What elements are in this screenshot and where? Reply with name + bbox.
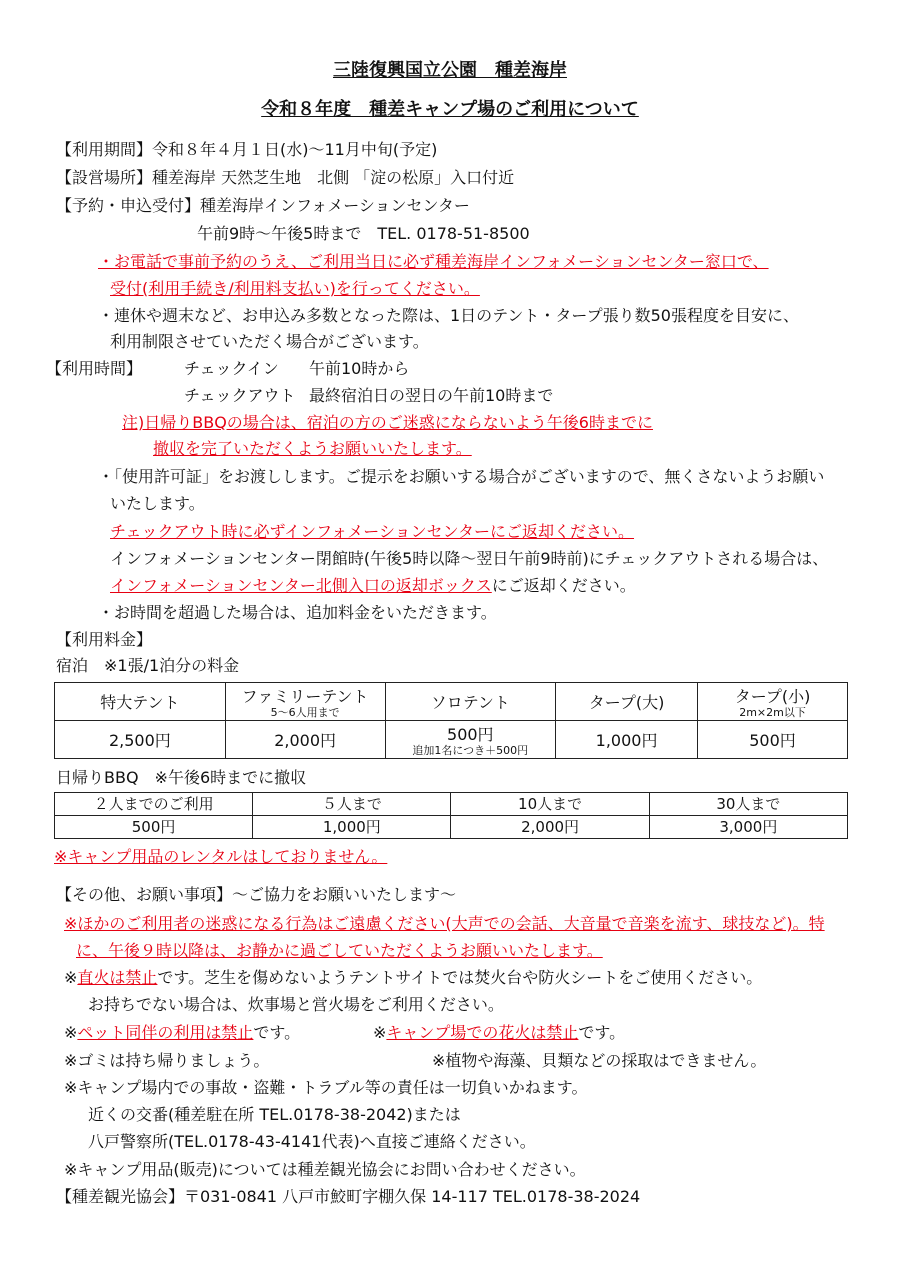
bbq-price-cell: 2,000円 bbox=[451, 816, 649, 839]
permit-line-b: いたします。 bbox=[110, 494, 205, 513]
stay-header-cell: ファミリーテント 5～6人用まで bbox=[225, 683, 385, 721]
police-line-b: 八戸警察所(TEL.0178-43-4141代表)へ直接ご連絡ください。 bbox=[88, 1132, 536, 1151]
permit-line-a: ・「使用許可証」をお渡しします。ご提示をお願いする場合がございますので、無くさないようお願い bbox=[98, 467, 825, 486]
stay-header-cell: タープ(小) 2m×2m以下 bbox=[698, 683, 848, 721]
permit-return: チェックアウト時に必ずインフォメーションセンターにご返却ください。 bbox=[110, 522, 635, 541]
bbq-header-cell: ２人までのご利用 bbox=[55, 793, 253, 816]
stay-header-row bbox=[55, 683, 848, 721]
reserve-hours: 午前9時～午後5時まで TEL. 0178-51-8500 bbox=[197, 224, 530, 243]
other-note-b: に、午後９時以降は、お静かに過ごしていただくようお願いいたします。 bbox=[76, 941, 603, 960]
bbq-price-cell: 500円 bbox=[55, 816, 253, 839]
bbq-price-row bbox=[55, 816, 848, 839]
stay-price-cell: 2,000円 bbox=[225, 721, 385, 759]
bbq-price-cell: 1,000円 bbox=[253, 816, 451, 839]
checkin-value: 午前10時から bbox=[309, 359, 410, 378]
fireworks-prefix: ※ bbox=[373, 1023, 387, 1042]
checkout-value: 最終宿泊日の翌日の午前10時まで bbox=[309, 386, 554, 405]
fee-label: 【利用料金】 bbox=[56, 630, 153, 649]
checkout-label: チェックアウト bbox=[184, 386, 296, 405]
stay-header-cell: タープ(大) bbox=[556, 683, 698, 721]
fireworks-ban: キャンプ場での花火は禁止 bbox=[386, 1023, 579, 1042]
reserve-note-1a: ・お電話で事前予約のうえ、ご利用当日に必ず種差海岸インフォメーションセンター窓口で、 bbox=[98, 252, 769, 271]
pet-ban: ペット同伴の利用は禁止 bbox=[77, 1023, 254, 1042]
stay-header-cell: ソロテント bbox=[385, 683, 556, 721]
trash-line: ※ゴミは持ち帰りましょう。 bbox=[64, 1051, 270, 1070]
stay-price-cell: 500円 追加1名につき＋500円 bbox=[385, 721, 556, 759]
stay-price-cell: 2,500円 bbox=[55, 721, 226, 759]
fireworks-line bbox=[373, 1022, 625, 1044]
bbq-header-cell: ５人まで bbox=[253, 793, 451, 816]
other-note-a: ※ほかのご利用者の迷惑になる行為はご遠慮ください(大声での会話、大音量で音楽を流す、球技など)。特 bbox=[64, 914, 825, 933]
location-line: 【設営場所】種差海岸 天然芝生地 北側 「淀の松原」入口付近 bbox=[56, 168, 515, 187]
no-rental-notice: ※キャンプ用品のレンタルはしておりません。 bbox=[54, 847, 388, 866]
bbq-note-b: 撤収を完了いただくようお願いいたします。 bbox=[153, 439, 472, 458]
bbq-header-row bbox=[55, 793, 848, 816]
bbq-note-a: 注)日帰りBBQの場合は、宿泊の方のご迷惑にならないよう午後6時までに bbox=[122, 413, 653, 432]
fireworks-rest: です。 bbox=[578, 1023, 626, 1042]
checkin-label: チェックイン bbox=[184, 359, 279, 378]
bbq-header-cell: 30人まで bbox=[649, 793, 847, 816]
pet-rest: です。 bbox=[253, 1023, 301, 1042]
bbq-price-cell: 3,000円 bbox=[649, 816, 847, 839]
liability-line: ※キャンプ場内での事故・盗難・トラブル等の責任は一切負いかねます。 bbox=[64, 1078, 588, 1097]
closed-line-b bbox=[110, 575, 636, 597]
police-line-a: 近くの交番(種差駐在所 TEL.0178-38-2042)または bbox=[88, 1105, 461, 1124]
stay-price-cell: 500円 bbox=[698, 721, 848, 759]
period-line: 【利用期間】令和８年４月１日(水)～11月中旬(予定) bbox=[56, 140, 438, 159]
stay-price-row bbox=[55, 721, 848, 759]
bbq-header-cell: 10人まで bbox=[451, 793, 649, 816]
reserve-line: 【予約・申込受付】種差海岸インフォメーションセンター bbox=[56, 196, 470, 215]
reserve-note-2a: ・連休や週末など、お申込み多数となった際は、1日のテント・タープ張り数50張程度を目安に、 bbox=[98, 306, 799, 325]
fire-line bbox=[64, 967, 762, 989]
collect-line: ※植物や海藻、貝類などの採取はできません。 bbox=[432, 1051, 767, 1070]
reserve-note-2b: 利用制限させていただく場合がございます。 bbox=[110, 332, 429, 351]
stay-fee-table bbox=[54, 682, 848, 759]
fire-ban: 直火は禁止 bbox=[77, 968, 158, 987]
stay-label: 宿泊 ※1張/1泊分の料金 bbox=[56, 656, 240, 675]
page-title: 三陸復興国立公園 種差海岸 bbox=[333, 60, 567, 81]
stay-price-cell: 1,000円 bbox=[556, 721, 698, 759]
fire-rest: です。芝生を傷めないようテントサイトでは焚火台や防火シートをご使用ください。 bbox=[157, 968, 763, 987]
pet-line bbox=[64, 1022, 300, 1044]
page-subtitle: 令和８年度 種差キャンプ場のご利用について bbox=[261, 99, 639, 120]
time-label: 【利用時間】 bbox=[46, 359, 143, 378]
other-label: 【その他、お願い事項】～ご協力をお願いいたします～ bbox=[56, 885, 457, 904]
return-box-text: インフォメーションセンター北側入口の返却ボックス bbox=[110, 576, 492, 595]
pet-prefix: ※ bbox=[64, 1023, 78, 1042]
fire-line-b: お持ちでない場合は、炊事場と営火場をご利用ください。 bbox=[88, 995, 504, 1014]
bbq-fee-table bbox=[54, 792, 848, 839]
association-line: 【種差観光協会】〒031-0841 八戸市鮫町字棚久保 14-117 TEL.0178-38-2024 bbox=[56, 1187, 641, 1206]
reserve-note-1b: 受付(利用手続き/利用料支払い)を行ってください。 bbox=[110, 279, 480, 298]
bbq-label: 日帰りBBQ ※午後6時までに撤収 bbox=[56, 768, 307, 787]
closed-line-a: インフォメーションセンター閉館時(午後5時以降～翌日午前9時前)にチェックアウトされる場合は、 bbox=[110, 549, 829, 568]
fire-prefix: ※ bbox=[64, 968, 78, 987]
goods-line: ※キャンプ用品(販売)については種差観光協会にお問い合わせください。 bbox=[64, 1160, 586, 1179]
return-box-rest: にご返却ください。 bbox=[491, 576, 636, 595]
overtime-line: ・お時間を超過した場合は、追加料金をいただきます。 bbox=[98, 603, 497, 622]
stay-header-cell: 特大テント bbox=[55, 683, 226, 721]
